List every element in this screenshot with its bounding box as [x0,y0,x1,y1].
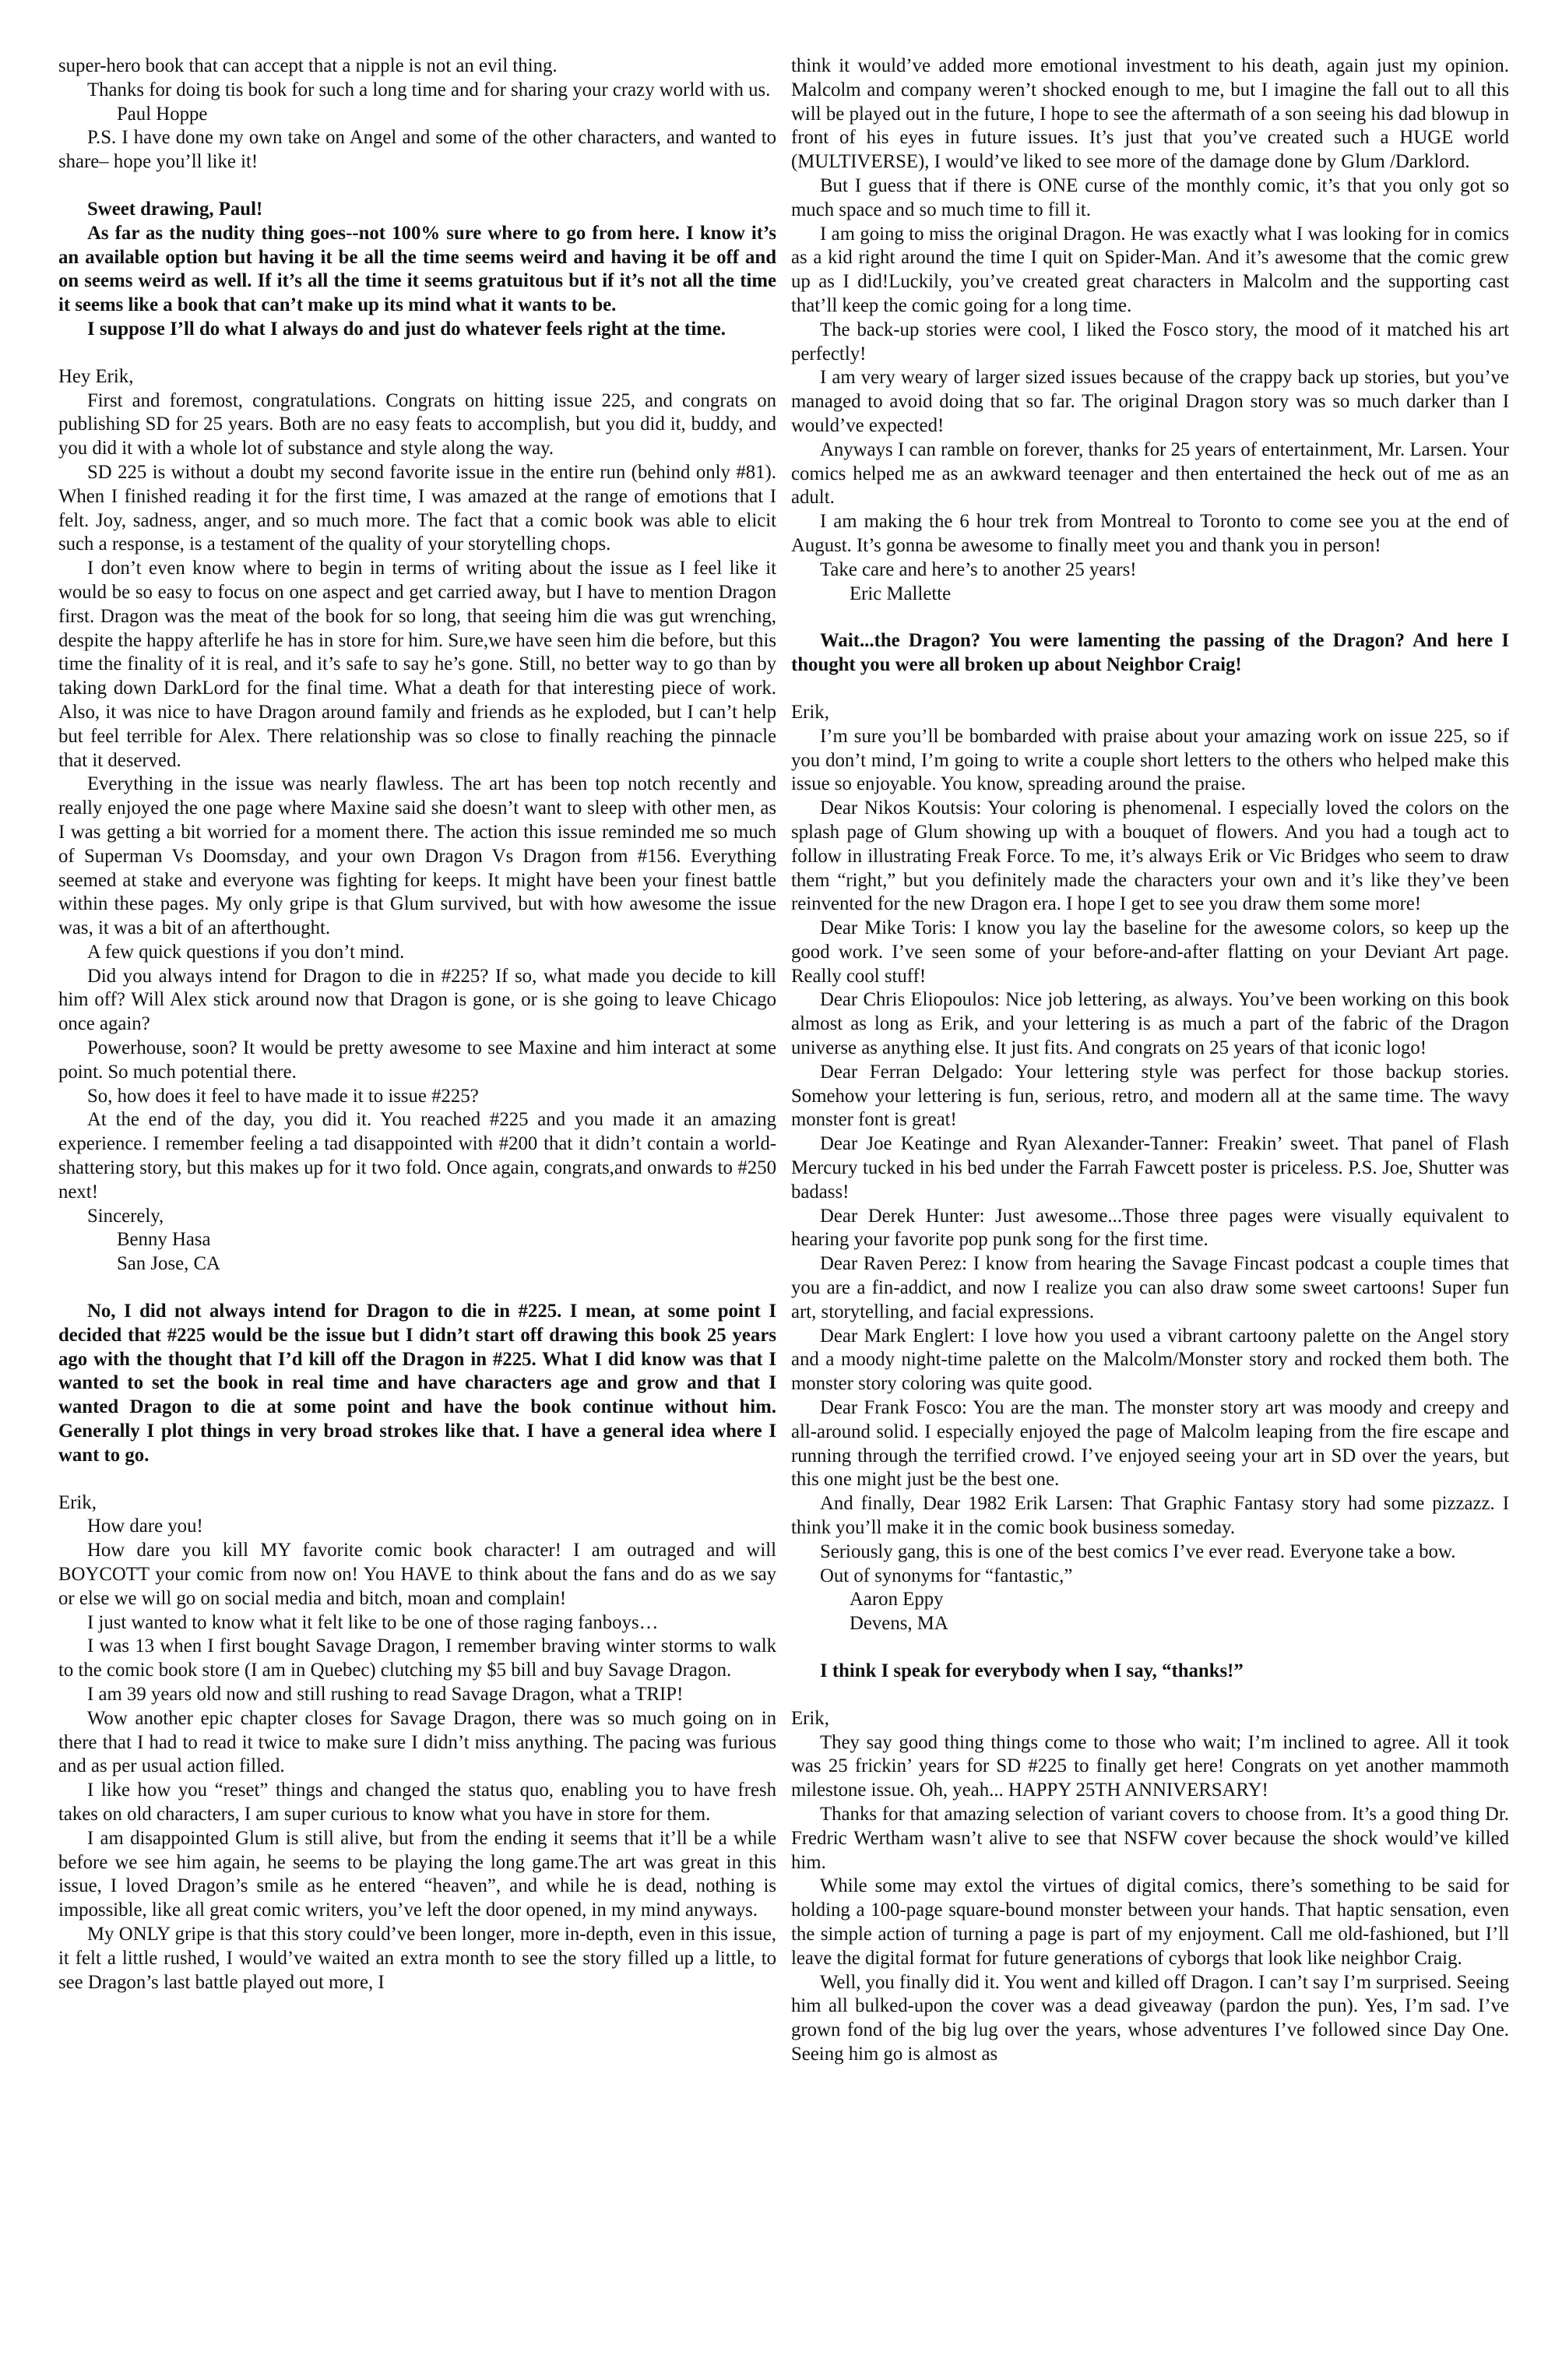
letter-paragraph: Thanks for doing tis book for such a long time and for sharing your crazy world with us. [87,79,771,100]
letter-signature: Sincerely, [87,1205,164,1227]
letter-paragraph: Thanks for that amazing selection of variant covers to choose from. It’s a good thing Dr. Fredric Wertham wasn’t alive to see that NSFW cover because the shock would’ve killed him. [791,1803,1509,1873]
letter-paragraph: Well, you finally did it. You went and killed off Dragon. I can’t say I’m surprised. Seeing him all bulked-upon the cover was a dead giveaway (pardon the pun). Yes, I’m sad. I’ve grown fond of the big lug over the years, whose adventures I’ve followed since Day One. Seeing him go is almost as [791,1971,1509,2065]
paragraph-spacer [791,606,1509,629]
letter-paragraph: Anyways I can ramble on forever, thanks for 25 years of entertainment, Mr. Larsen. Your comics helped me as an awkward teenager and then entertained the heck out of me as an adult. [791,438,1509,509]
letter-paragraph: SD 225 is without a doubt my second favorite issue in the entire run (behind only #81). When I finished reading it for the first time, I was amazed at the range of emotions that I felt. Joy, sadness, anger, and so much more. The fact that a comic book was able to elicit such a response, is a testament of the quality of your storytelling chops. [58,461,776,555]
letter-paragraph: think it would’ve added more emotional investment to his death, again just my opinion. Malcolm and company weren’t shocked enough to me, but I imagine the fall out to all this will be played out in the future, I hope to see the aftermath of a son seeing his dad blowup in front of his eyes in future issues. It’s just that you’ve created such a HUGE world (MULTIVERSE), I would’ve liked to see more of the damage done by Glum /Darklord. [791,55,1509,173]
letter-paragraph: Wow another epic chapter closes for Savage Dragon, there was so much going on in there that I had to read it twice to make sure I didn’t miss anything. The pacing was furious and as per usual action filled. [58,1707,776,1777]
letter-paragraph: At the end of the day, you did it. You reached #225 and you made it an amazing experience. I remember feeling a tad disappointed with #200 that it didn’t contain a world-shattering story, but this makes up for it two fold. Once again, congrats,and onwards to #250 next! [58,1109,776,1202]
letter-signature: Devens, MA [850,1613,948,1635]
letter-paragraph: Dear Chris Eliopoulos: Nice job lettering, as always. You’ve been working on this book almost as long as Erik, and your lettering is as much a part of the fabric of the Dragon universe as anything else. It just fits. And congrats on 25 years of that iconic logo! [791,989,1509,1059]
letter-paragraph: But I guess that if there is ONE curse of the monthly comic, it’s that you only got so much space and so much time to fill it. [791,174,1509,220]
letter-paragraph: Dear Mark Englert: I love how you used a vibrant cartoony palette on the Angel story and a moody night-time palette on the Malcolm/Monster story and rocked them both. The monster story coloring was quite good. [791,1325,1509,1395]
letter-paragraph: P.S. I have done my own take on Angel and some of the other characters, and wanted to share– hope you’ll like it! [58,127,776,173]
letter-paragraph: Dear Ferran Delgado: Your lettering style was perfect for those backup stories. Somehow your lettering is fun, serious, retro, and modern all at the same time. The wavy monster font is great! [791,1061,1509,1131]
letter-paragraph: I like how you “reset” things and changed the status quo, enabling you to have fresh takes on old characters, I am super curious to know what you have in store for them. [58,1780,776,1825]
letter-paragraph: A few quick questions if you don’t mind. [87,941,405,963]
letter-paragraph: super-hero book that can accept that a nipple is not an evil thing. [58,55,558,76]
letter-paragraph: I just wanted to know what it felt like to be one of those raging fanboys… [87,1611,659,1633]
letter-signature: Aaron Eppy [850,1589,944,1611]
left-column [58,55,776,2368]
letter-paragraph: My ONLY gripe is that this story could’ve been longer, more in-depth, even in this issue, it felt a little rushed, I would’ve waited an extra month to see the story filled up a little, to see Dragon’s last battle played out more, I [58,1923,776,1993]
editor-reply: Sweet drawing, Paul! [87,198,263,220]
paragraph-spacer [791,678,1509,701]
letter-paragraph: I am disappointed Glum is still alive, but from the ending it seems that it’ll be a while before we see him again, he seems to be playing the long game.The art was great in this issue, I loved Dragon’s smile as he entered “heaven”, and while he is dead, nothing is impossible, like all great comic writers, you’ve left the door opened, in my mind anyways. [58,1827,776,1921]
letter-paragraph: How dare you! [87,1516,203,1537]
letter-signature: Paul Hoppe [117,103,208,125]
letter-paragraph: Out of synonyms for “fantastic,” [820,1565,1073,1586]
paragraph-spacer [58,174,776,198]
letter-salutation: Erik, [791,701,829,723]
letter-paragraph: I don’t even know where to begin in terms of writing about the issue as I feel like it would be so easy to focus on one aspect and get carried away, but I have to mention Dragon first. Dragon was the meat of the book for so long, that seeing him die was gut wrenching, despite the happy afterlife he has in store for him. Sure,we have seen him die before, but this time the finality of it is real, and it’s safe to say he’s gone. Still, no better way to go than by taking down DarkLord for the final time. What a death for that interesting piece of work. Also, it was nice to have Dragon around family and friends as he exploded, but I can’t help but feel terrible for Alex. There relationship was so close to finally reaching the pinnacle that it deserved. [58,558,776,771]
letter-paragraph: Dear Joe Keatinge and Ryan Alexander-Tanner: Freakin’ sweet. That panel of Flash Mercury tucked in his bed under the Farrah Fawcett poster is priceless. P.S. Joe, Shutter was badass! [791,1133,1509,1202]
paragraph-spacer [791,1684,1509,1707]
letter-signature: Eric Mallette [850,583,952,604]
letter-paragraph: Did you always intend for Dragon to die in #225? If so, what made you decide to kill him off? Will Alex stick around now that Dragon is gone, or is she going to leave Chicago once again? [58,965,776,1035]
editor-reply: Wait...the Dragon? You were lamenting the passing of the Dragon? And here I thought you were all broken up about Neighbor Craig! [791,630,1509,676]
letter-paragraph: I’m sure you’ll be bombarded with praise about your amazing work on issue 225, so if you don’t mind, I’m going to write a couple short letters to the others who helped make this issue so enjoyable. You know, spreading around the praise. [791,725,1509,795]
letter-salutation: Hey Erik, [58,365,134,387]
paragraph-spacer [791,1636,1509,1660]
paragraph-spacer [58,1276,776,1300]
editor-reply: As far as the nudity thing goes--not 100% sure where to go from here. I know it’s an available option but having it be all the time seems weird and having it be off and on seems weird as well. If it’s all the time it seems gratuitous but if it’s not all the time it seems like a book that can’t make up its mind what it wants to be. [58,222,776,316]
letter-paragraph: Dear Raven Perez: I know from hearing the Savage Fincast podcast a couple times that you are a fin-addict, and now I realize you can also draw some sweet cartoons! Super fun art, storytelling, and facial expressions. [791,1253,1509,1322]
paragraph-spacer [58,1468,776,1491]
editor-reply: I suppose I’ll do what I always do and just do whatever feels right at the time. [87,318,726,340]
paragraph-spacer [58,342,776,365]
right-column [791,55,1509,2368]
letter-paragraph: Dear Frank Fosco: You are the man. The monster story art was moody and creepy and all-around solid. I especially enjoyed the page of Malcolm leaping from the fire escape and running through the terrified crowd. I’ve enjoyed seeing your art in SD over the years, but this one might just be the best one. [791,1397,1509,1491]
letter-signature: San Jose, CA [117,1253,220,1275]
letter-paragraph: I am very weary of larger sized issues because of the crappy back up stories, but you’ve managed to avoid doing that so far. The original Dragon story was so much darker than I would’ve expected! [791,367,1509,436]
letter-signature: Benny Hasa [117,1229,211,1251]
letter-paragraph: How dare you kill MY favorite comic book character! I am outraged and will BOYCOTT your comic from now on! You HAVE to think about the fans and do as we say or else we will go on social media and bitch, moan and complain! [58,1540,776,1609]
letter-paragraph: I am making the 6 hour trek from Montreal to Toronto to come see you at the end of August. It’s gonna be awesome to finally meet you and thank you in person! [791,511,1509,556]
editor-reply: I think I speak for everybody when I say, “thanks!” [820,1660,1244,1681]
letter-paragraph: First and foremost, congratulations. Congrats on hitting issue 225, and congrats on publishing SD for 25 years. Both are no easy feats to accomplish, but you did it, buddy, and you did it with a whole lot of substance and style along the way. [58,389,776,459]
editor-reply: No, I did not always intend for Dragon to die in #225. I mean, at some point I decided that #225 would be the issue but I didn’t start off drawing this book 25 years ago with the thought that I’d kill off the Dragon in #225. What I did know was that I wanted to set the book in real time and have characters age and grow and that I wanted Dragon to die at some point and have the book continue without him. Generally I plot things in very broad strokes like that. I have a general idea where I want to go. [58,1301,776,1466]
letter-paragraph: And finally, Dear 1982 Erik Larsen: That Graphic Fantasy story had some pizzazz. I think you’ll make it in the comic book business someday. [791,1493,1509,1539]
letter-paragraph: The back-up stories were cool, I liked the Fosco story, the mood of it matched his art perfectly! [791,319,1509,364]
letter-paragraph: Seriously gang, this is one of the best comics I’ve ever read. Everyone take a bow. [820,1540,1456,1562]
letter-paragraph: Take care and here’s to another 25 years! [820,558,1137,580]
letter-paragraph: I was 13 when I first bought Savage Dragon, I remember braving winter storms to walk to the comic book store (I am in Quebec) clutching my $5 bill and buy Savage Dragon. [58,1635,776,1681]
letter-paragraph: Everything in the issue was nearly flawless. The art has been top notch recently and really enjoyed the one page where Maxine said she doesn’t want to sleep with other men, as I was getting a bit worried for a moment there. The action this issue reminded me so much of Superman Vs Doomsday, and your own Dragon Vs Dragon from #156. Everything seemed at stake and everyone was fighting for keeps. It might have been your finest battle within these pages. My only gripe is that Glum survived, but with how awesome the issue was, it was a bit of an afterthought. [58,773,776,939]
letter-paragraph: So, how does it feel to have made it to issue #225? [87,1085,479,1107]
letter-salutation: Erik, [58,1491,97,1513]
letter-salutation: Erik, [791,1707,829,1729]
letter-paragraph: I am 39 years old now and still rushing to read Savage Dragon, what a TRIP! [87,1684,684,1705]
letter-paragraph: I am going to miss the original Dragon. He was exactly what I was looking for in comics as a kid right around the time I quit on Spider-Man. And it’s awesome that the comic grew up as I did!Luckily, you’ve created great characters in Malcolm and the supporting cast that’ll keep the comic going for a long time. [791,223,1509,316]
letter-paragraph: While some may extol the virtues of digital comics, there’s something to be said for holding a 100-page square-bound monster between your hands. That haptic sensation, even the simple action of turning a page is part of my enjoyment. Call me old-fashioned, but I’ll leave the digital format for future generations of cyborgs that look like neighbor Craig. [791,1875,1509,1969]
letter-paragraph: Dear Nikos Koutsis: Your coloring is phenomenal. I especially loved the colors on the splash page of Glum showing up with a bouquet of flowers. And you had a tough act to follow in illustrating Freak Force. To me, it’s always Erik or Vic Bridges who seem to draw them “right,” but you definitely made the characters your own and it’s like they’ve been reinvented for the new Dragon era. I hope I get to see you draw them some more! [791,797,1509,915]
letter-paragraph: Dear Derek Hunter: Just awesome...Those three pages were visually equivalent to hearing your favorite pop punk song for the first time. [791,1205,1509,1251]
letter-paragraph: They say good thing things come to those who wait; I’m inclined to agree. All it took was 25 frickin’ years for SD #225 to finally get here! Congrats on yet another mammoth milestone issue. Oh, yeah... HAPPY 25TH ANNIVERSARY! [791,1731,1509,1801]
letter-paragraph: Powerhouse, soon? It would be pretty awesome to see Maxine and him interact at some point. So much potential there. [58,1037,776,1083]
letter-paragraph: Dear Mike Toris: I know you lay the baseline for the awesome colors, so keep up the good work. I’ve seen some of your before-and-after flatting on your Deviant Art page. Really cool stuff! [791,917,1509,987]
